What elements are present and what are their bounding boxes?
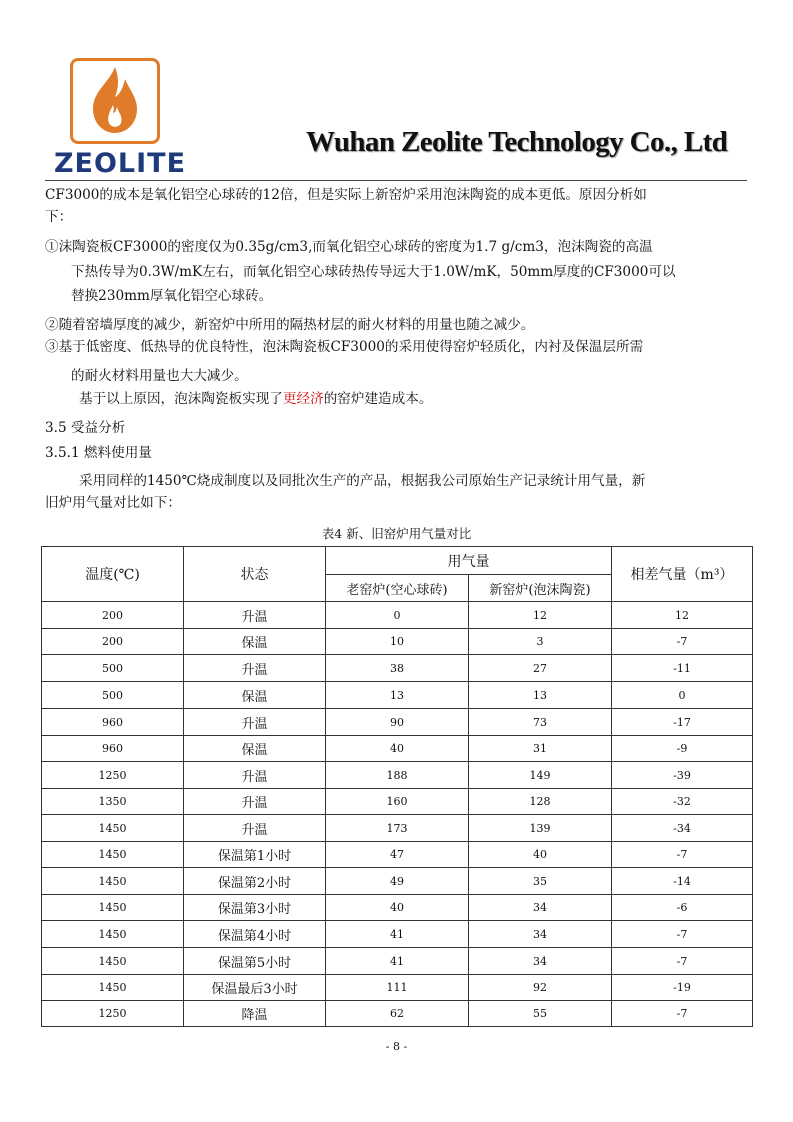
new-kiln-cell: 27 [469,655,612,682]
state-cell: 保温第5小时 [184,948,326,975]
logo-text: ZEOLITE [53,148,187,179]
state-cell: 保温 [184,682,326,709]
difference-cell: -17 [612,709,753,736]
difference-cell: 12 [612,602,753,629]
state-cell: 升温 [184,709,326,736]
paragraph-line: ③基于低密度、低热导的优良特性，泡沫陶瓷板CF3000的采用使得窑炉轻质化，内衬及保温层所需 [45,339,644,355]
state-cell: 保温第3小时 [184,895,326,921]
old-kiln-cell: 13 [326,682,469,709]
new-kiln-cell: 139 [469,815,612,842]
old-kiln-cell: 40 [326,895,469,921]
old-kiln-cell: 160 [326,789,469,815]
difference-cell: -11 [612,655,753,682]
paragraph-line: ①沫陶瓷板CF3000的密度仅为0.35g/cm3,而氧化铝空心球砖的密度为1.7 g/cm3，泡沫陶瓷的高温 [45,239,653,255]
old-kiln-cell: 10 [326,629,469,655]
new-kiln-cell: 55 [469,1001,612,1027]
paragraph-line: ②随着窑墙厚度的减少，新窑炉中所用的隔热材层的耐火材料的用量也随之减少。 [45,317,535,333]
state-cell: 保温最后3小时 [184,975,326,1001]
header-new-kiln: 新窑炉(泡沫陶瓷) [469,575,612,602]
paragraph-line: 采用同样的1450℃烧成制度以及同批次生产的产品，根据我公司原始生产记录统计用气量，新 [79,473,646,489]
difference-cell: -6 [612,895,753,921]
temperature-cell: 1350 [42,789,184,815]
header-gas-usage: 用气量 [326,547,612,575]
difference-cell: -34 [612,815,753,842]
temperature-cell: 500 [42,682,184,709]
old-kiln-cell: 47 [326,842,469,868]
new-kiln-cell: 3 [469,629,612,655]
new-kiln-cell: 40 [469,842,612,868]
new-kiln-cell: 149 [469,762,612,789]
temperature-cell: 500 [42,655,184,682]
difference-cell: -9 [612,736,753,762]
paragraph-line: 下热传导为0.3W/mK左右，而氧化铝空心球砖热传导远大于1.0W/mK，50mm厚度的CF3000可以 [71,264,676,280]
temperature-cell: 200 [42,629,184,655]
paragraph-line: 的耐火材料用量也大大减少。 [71,368,248,384]
new-kiln-cell: 128 [469,789,612,815]
gas-usage-table [41,546,753,1027]
temperature-cell: 1250 [42,1001,184,1027]
old-kiln-cell: 40 [326,736,469,762]
text-segment: 基于以上原因，泡沫陶瓷板实现了 [79,391,283,407]
old-kiln-cell: 41 [326,921,469,948]
state-cell: 升温 [184,655,326,682]
difference-cell: -7 [612,948,753,975]
state-cell: 保温 [184,629,326,655]
company-logo [52,58,188,180]
table-row [42,709,753,736]
difference-cell: -7 [612,842,753,868]
state-cell: 升温 [184,815,326,842]
new-kiln-cell: 13 [469,682,612,709]
table-row [42,921,753,948]
difference-cell: -19 [612,975,753,1001]
temperature-cell: 1450 [42,975,184,1001]
new-kiln-cell: 92 [469,975,612,1001]
header-divider [45,180,747,181]
section-heading: 3.5 受益分析 [45,420,126,436]
difference-cell: -7 [612,629,753,655]
table-row [42,629,753,655]
table-row [42,815,753,842]
temperature-cell: 1250 [42,762,184,789]
temperature-cell: 960 [42,709,184,736]
old-kiln-cell: 62 [326,1001,469,1027]
old-kiln-cell: 111 [326,975,469,1001]
difference-cell: -14 [612,868,753,895]
old-kiln-cell: 38 [326,655,469,682]
paragraph-line: CF3000的成本是氧化铝空心球砖的12倍，但是实际上新窑炉采用泡沫陶瓷的成本更低。原因分析如 [45,187,647,203]
state-cell: 升温 [184,602,326,629]
page-number: - 8 - [385,1040,408,1053]
header-state: 状态 [184,547,326,602]
old-kiln-cell: 49 [326,868,469,895]
temperature-cell: 1450 [42,921,184,948]
paragraph-line: 替换230mm厚氧化铝空心球砖。 [71,288,273,304]
new-kiln-cell: 34 [469,948,612,975]
temperature-cell: 960 [42,736,184,762]
table-row [42,762,753,789]
table-row [42,895,753,921]
paragraph-line: 下： [45,209,73,225]
temperature-cell: 200 [42,602,184,629]
company-name: Wuhan Zeolite Technology Co., Ltd [306,126,728,158]
state-cell: 保温第2小时 [184,868,326,895]
old-kiln-cell: 173 [326,815,469,842]
state-cell: 降温 [184,1001,326,1027]
state-cell: 保温第4小时 [184,921,326,948]
table-row [42,842,753,868]
text-segment: 的窑炉建造成本。 [323,391,433,407]
header-old-kiln: 老窑炉(空心球砖) [326,575,469,602]
table-row [42,1001,753,1027]
table-row [42,789,753,815]
table-row [42,736,753,762]
state-cell: 保温第1小时 [184,842,326,868]
difference-cell: 0 [612,682,753,709]
difference-cell: -7 [612,921,753,948]
state-cell: 保温 [184,736,326,762]
old-kiln-cell: 188 [326,762,469,789]
new-kiln-cell: 34 [469,895,612,921]
old-kiln-cell: 41 [326,948,469,975]
table-body [42,602,753,1027]
flame-icon [79,65,151,137]
table-row [42,975,753,1001]
new-kiln-cell: 12 [469,602,612,629]
temperature-cell: 1450 [42,948,184,975]
table-row [42,655,753,682]
highlight-text: 更经济 [282,391,324,407]
table-row [42,868,753,895]
table-row [42,682,753,709]
table-row [42,948,753,975]
temperature-cell: 1450 [42,815,184,842]
new-kiln-cell: 35 [469,868,612,895]
temperature-cell: 1450 [42,842,184,868]
temperature-cell: 1450 [42,868,184,895]
difference-cell: -32 [612,789,753,815]
difference-cell: -7 [612,1001,753,1027]
temperature-cell: 1450 [42,895,184,921]
difference-cell: -39 [612,762,753,789]
section-heading: 3.5.1 燃料使用量 [45,445,152,461]
table-caption: 表4 新、旧窑炉用气量对比 [321,526,472,541]
table-row [42,602,753,629]
paragraph-line [79,389,432,409]
old-kiln-cell: 0 [326,602,469,629]
new-kiln-cell: 31 [469,736,612,762]
paragraph-line: 旧炉用气量对比如下： [45,495,181,511]
state-cell: 升温 [184,789,326,815]
new-kiln-cell: 73 [469,709,612,736]
header-temperature: 温度(℃) [42,547,184,602]
state-cell: 升温 [184,762,326,789]
new-kiln-cell: 34 [469,921,612,948]
flame-icon-frame [70,58,160,144]
old-kiln-cell: 90 [326,709,469,736]
header-difference: 相差气量（m³） [612,547,753,602]
